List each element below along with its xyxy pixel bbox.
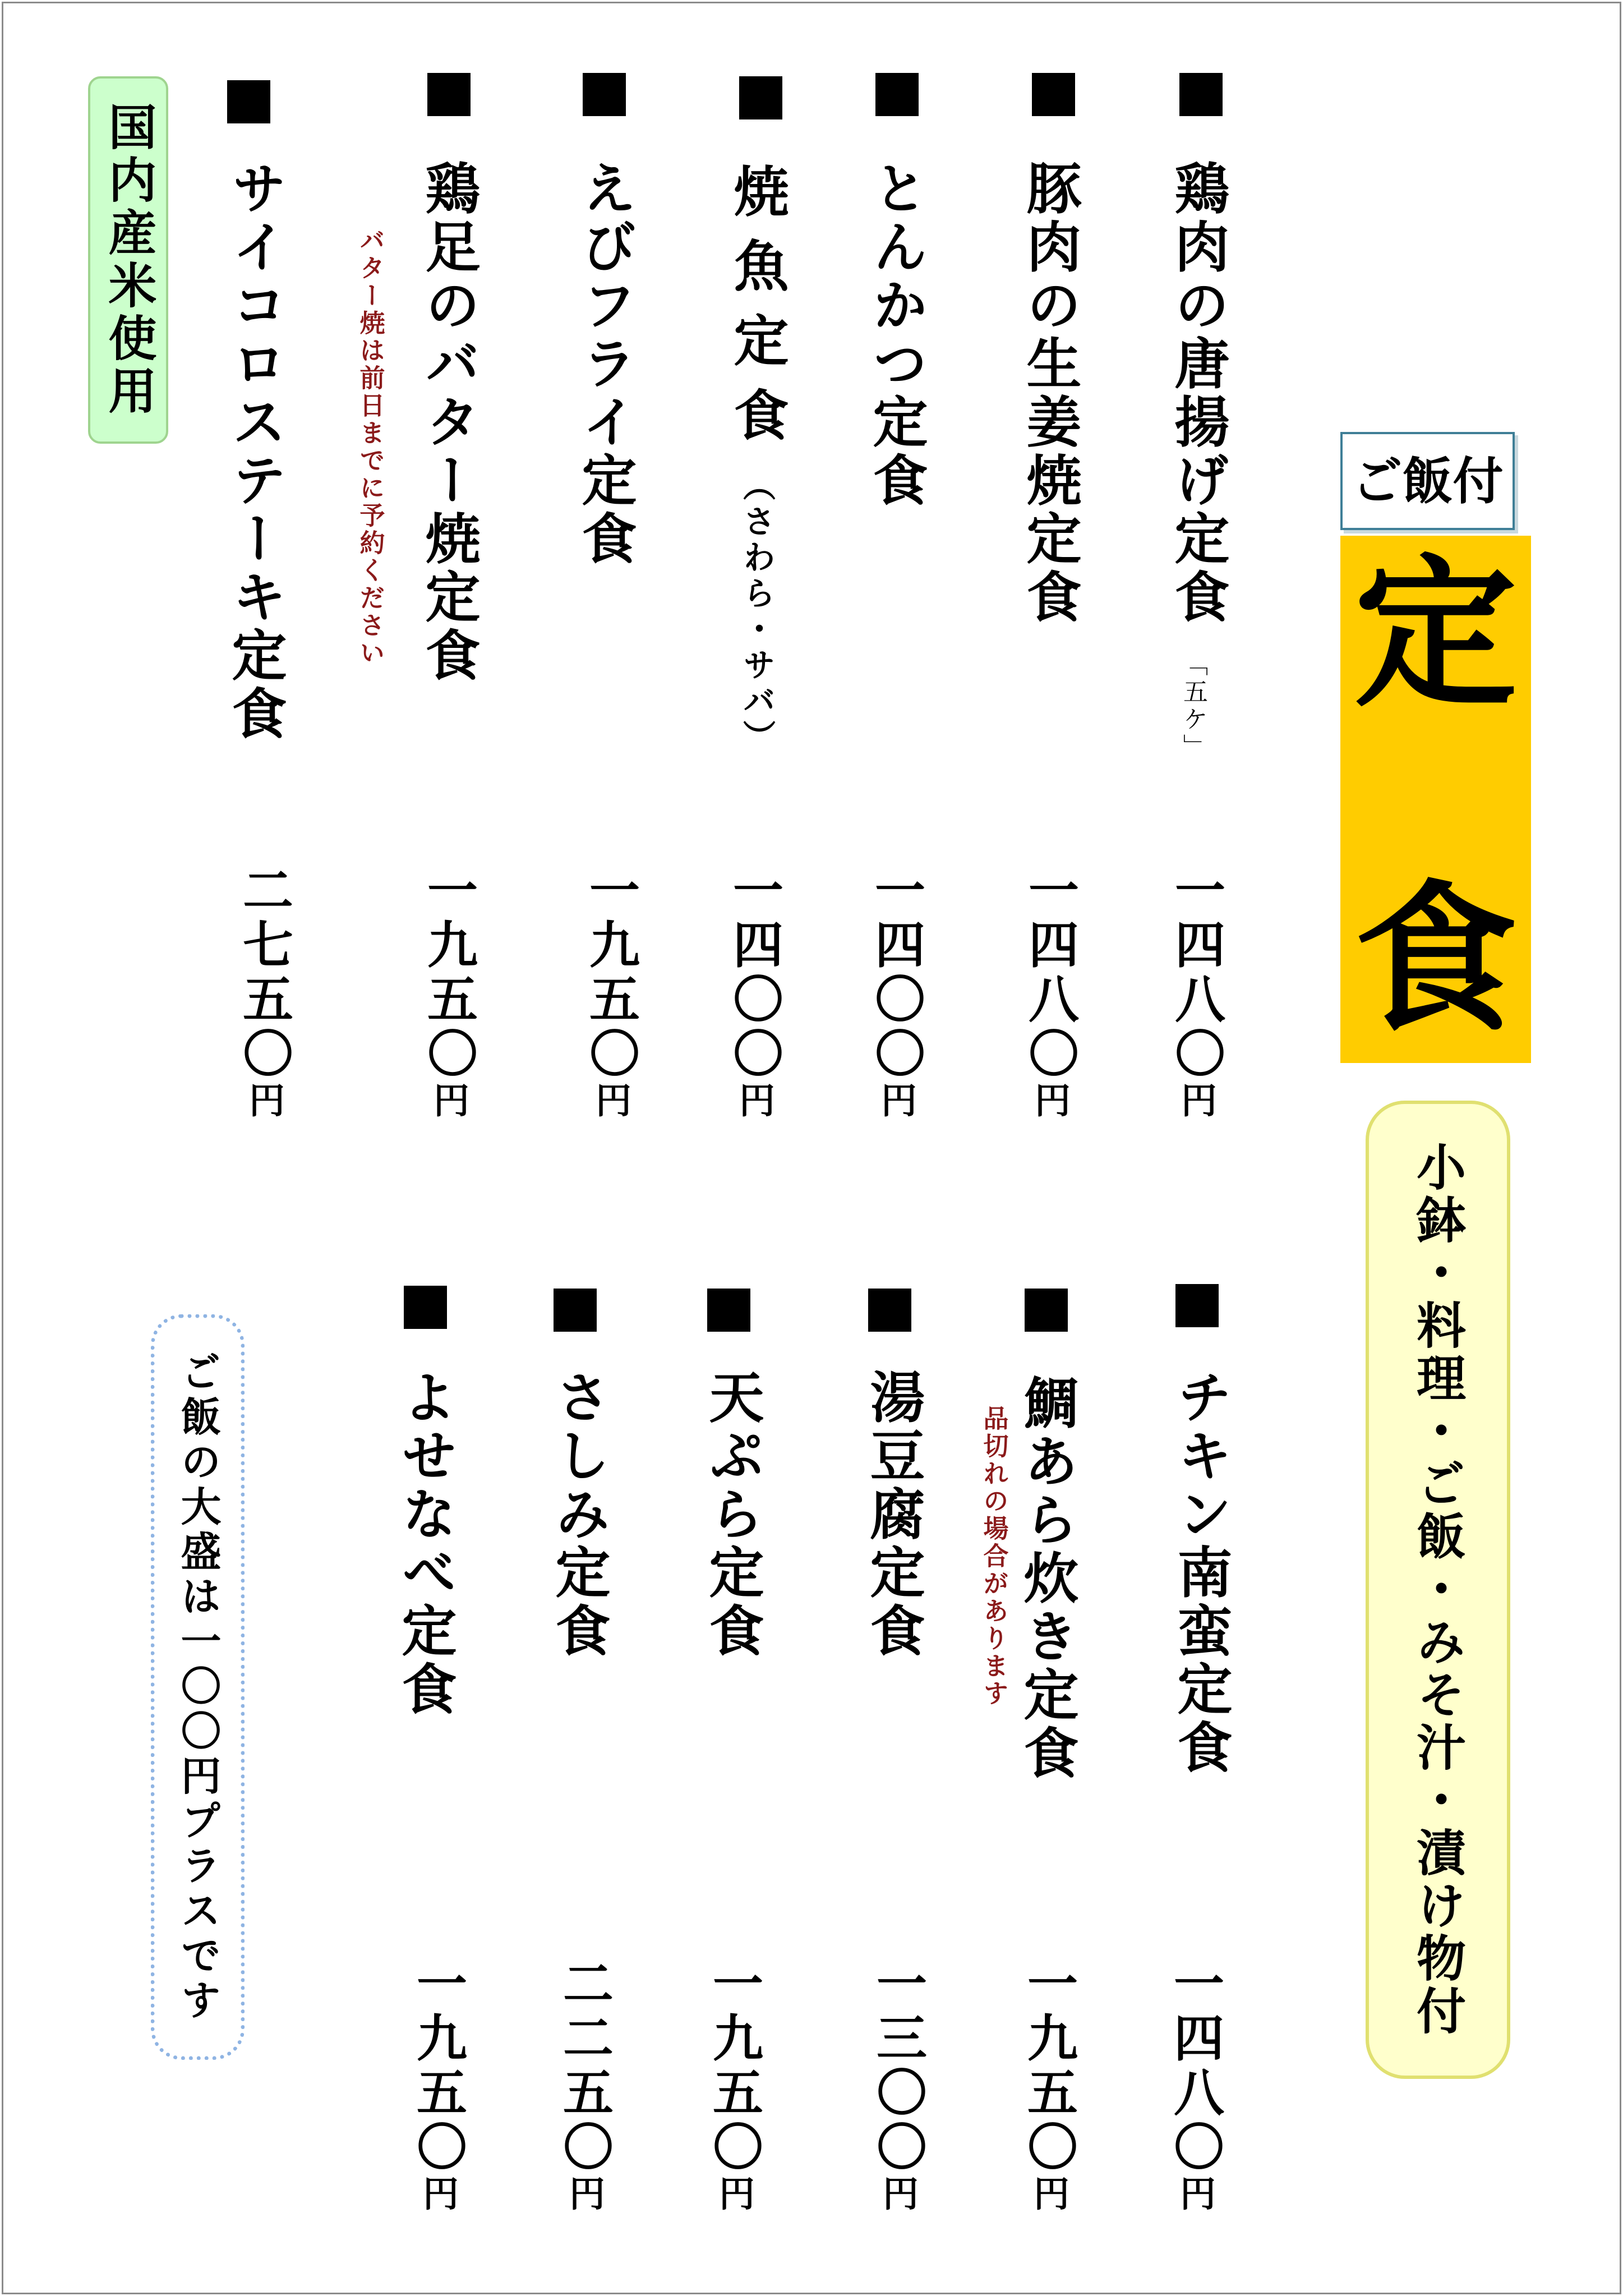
price-currency: 円	[589, 1082, 631, 1117]
price-amount: 二七五〇	[234, 864, 293, 1082]
menu-item-price	[866, 864, 925, 1117]
menu-item-price	[704, 1957, 763, 2211]
menu-item-name: よせなべ定食	[393, 1369, 457, 1719]
price-amount: 一三〇〇	[868, 1957, 927, 2175]
menu-item-detail: 「五ケ」	[1179, 651, 1207, 761]
menu-item-price	[1166, 864, 1225, 1117]
menu-item-name: とんかつ定食	[864, 160, 928, 510]
menu-item-price	[1020, 864, 1079, 1117]
menu-item-price	[234, 864, 293, 1117]
menu-item-price	[408, 1957, 467, 2211]
bullet-square	[707, 1289, 750, 1332]
bullet-square	[1025, 1289, 1068, 1332]
menu-item-name: 豚肉の生姜焼定食	[1017, 160, 1082, 627]
price-currency: 円	[427, 1082, 469, 1117]
price-currency: 円	[877, 2175, 919, 2211]
menu-item-price	[868, 1957, 927, 2211]
price-amount: 二二五〇	[554, 1957, 614, 2175]
price-currency: 円	[1175, 1082, 1217, 1117]
price-currency: 円	[875, 1082, 917, 1117]
bullet-square	[427, 73, 471, 116]
title-char: 定	[1354, 539, 1517, 729]
bullet-square	[739, 76, 782, 119]
menu-item-price	[554, 1957, 614, 2211]
menu-item-name: 焼魚定食	[725, 163, 789, 461]
bullet-square	[554, 1289, 597, 1332]
rice-origin-badge	[88, 76, 168, 444]
price-currency: 円	[563, 2175, 605, 2211]
menu-item-name: サイコロステーキ定食	[223, 160, 287, 743]
menu-item-note: 品切れの場合があります	[979, 1405, 1009, 1708]
menu-item-detail: （さわら・サバ）	[737, 468, 776, 756]
menu-item-name: 鶏足のバター焼定食	[416, 160, 481, 685]
bullet-square	[404, 1286, 447, 1329]
menu-item-name: 鯛あら炊き定食	[1015, 1374, 1079, 1783]
price-currency: 円	[417, 2175, 459, 2211]
menu-item-name: 鶏肉の唐揚げ定食	[1165, 160, 1230, 627]
price-currency: 円	[243, 1082, 285, 1117]
bullet-square	[583, 73, 626, 116]
rice-included-text: ご飯付	[1352, 451, 1504, 511]
bullet-square	[868, 1289, 911, 1332]
bullet-square	[1032, 73, 1075, 116]
menu-item-name: さしみ定食	[546, 1369, 611, 1660]
bullet-square	[1175, 1284, 1219, 1327]
rice-included-label	[1340, 432, 1515, 530]
menu-item-price	[418, 864, 478, 1117]
menu-item-name: チキン南蛮定食	[1168, 1369, 1233, 1777]
price-currency: 円	[733, 1082, 775, 1117]
price-currency: 円	[713, 2175, 755, 2211]
price-amount: 一四〇〇	[866, 864, 925, 1082]
menu-item-note: バター焼は前日までに予約ください	[355, 227, 385, 667]
price-currency: 円	[1029, 1082, 1071, 1117]
set-meal-title	[1340, 536, 1531, 1063]
price-amount: 一四八〇	[1020, 864, 1079, 1082]
includes-note-box	[1366, 1101, 1510, 2079]
rice-origin-text: 国内産米使用	[100, 102, 157, 418]
menu-item-price	[1018, 1957, 1078, 2211]
menu-item-name: 湯豆腐定食	[861, 1369, 925, 1660]
price-amount: 一四八〇	[1165, 1957, 1224, 2175]
menu-item-price	[724, 864, 783, 1117]
title-char: 食	[1354, 864, 1517, 1055]
menu-item-price	[1165, 1957, 1224, 2211]
bullet-square	[875, 73, 919, 116]
price-amount: 一九五〇	[580, 864, 640, 1082]
price-amount: 一九五〇	[418, 864, 478, 1082]
large-serving-note-text: ご飯の大盛は一〇〇円プラスです	[174, 1350, 222, 2024]
price-amount: 一九五〇	[408, 1957, 467, 2175]
price-amount: 一九五〇	[1018, 1957, 1078, 2175]
price-currency: 円	[1174, 2175, 1216, 2211]
includes-note-text: 小鉢・料理・ご飯・みそ汁・漬け物付	[1409, 1142, 1467, 2038]
menu-item-price	[580, 864, 640, 1117]
price-amount: 一四〇〇	[724, 864, 783, 1082]
menu-item-name: えびフライ定食	[573, 160, 637, 568]
bullet-square	[227, 80, 270, 123]
menu-item-name: 天ぷら定食	[700, 1369, 764, 1660]
price-amount: 一四八〇	[1166, 864, 1225, 1082]
price-currency: 円	[1027, 2175, 1069, 2211]
bullet-square	[1179, 73, 1223, 116]
large-serving-note-box	[151, 1314, 245, 2060]
price-amount: 一九五〇	[704, 1957, 763, 2175]
